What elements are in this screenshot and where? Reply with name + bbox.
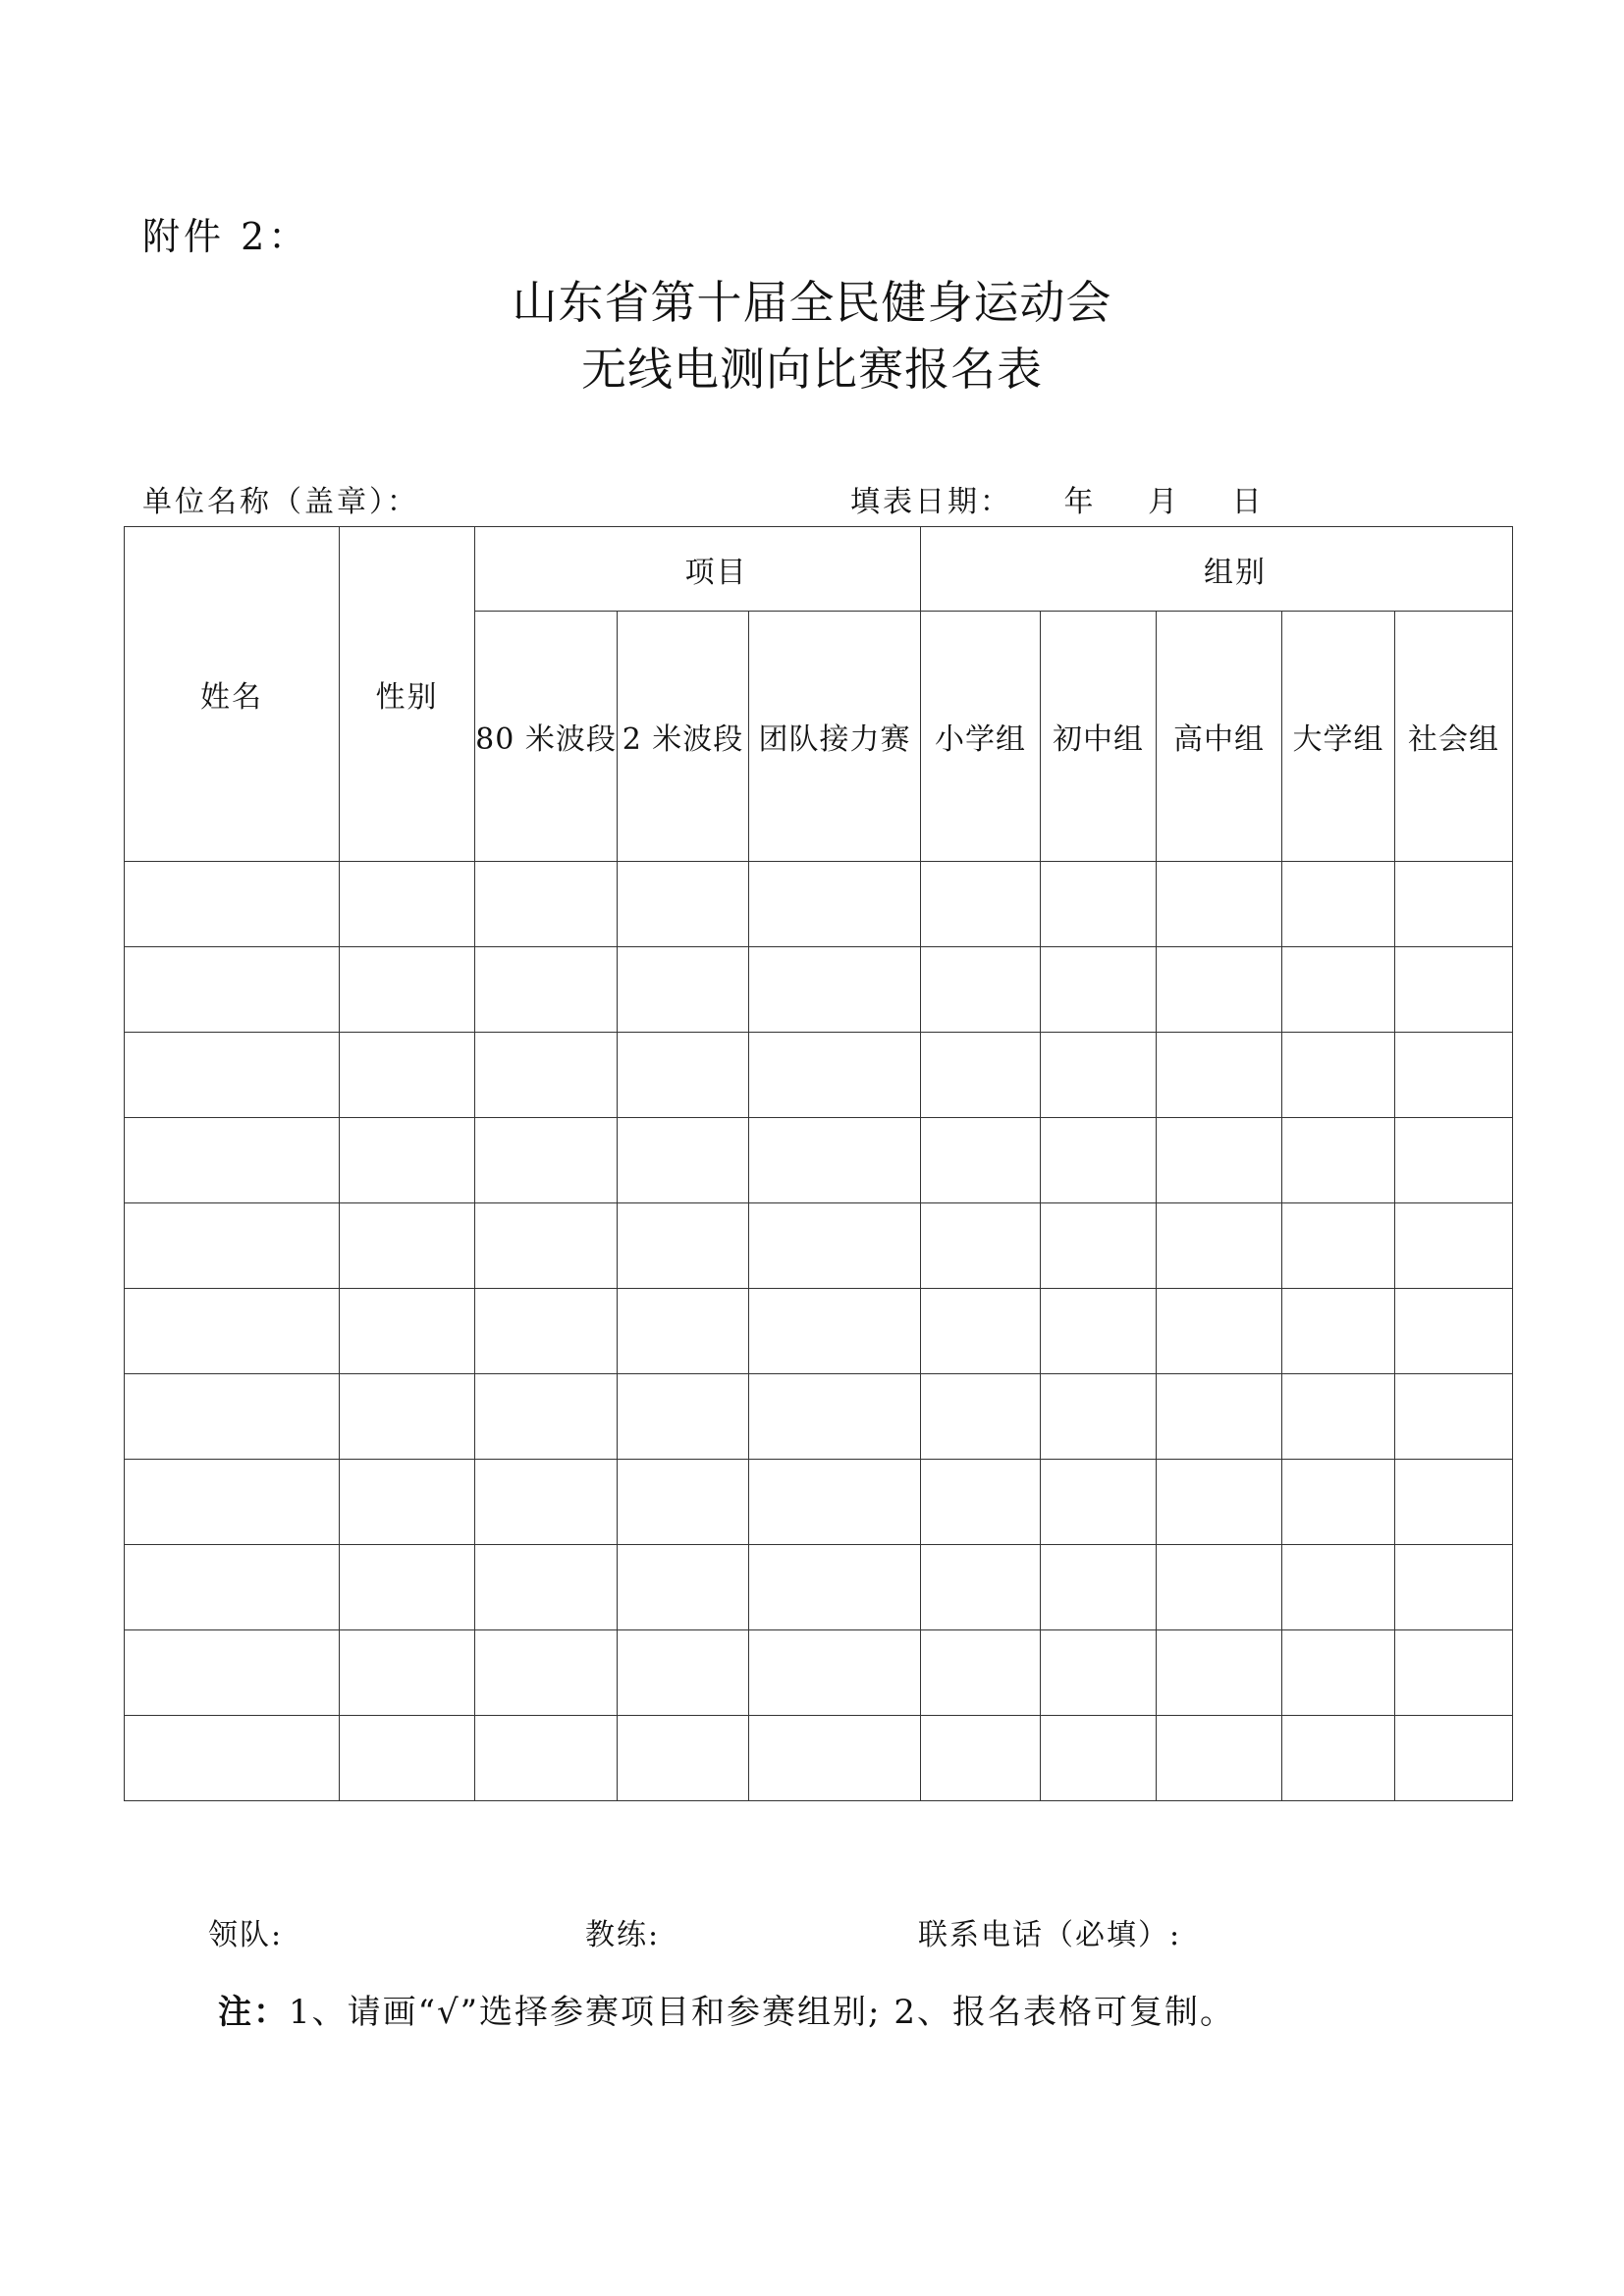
entry-cell[interactable] <box>475 1545 618 1630</box>
table-row <box>125 1203 1513 1289</box>
entry-cell[interactable] <box>618 1203 749 1289</box>
table-row <box>125 1033 1513 1118</box>
entry-cell[interactable] <box>1395 1033 1513 1118</box>
entry-cell[interactable] <box>618 1374 749 1460</box>
entry-cell[interactable] <box>1157 1203 1282 1289</box>
header-division-primary: 小学组 <box>921 612 1041 862</box>
entry-cell[interactable] <box>1157 1716 1282 1801</box>
entry-cell[interactable] <box>618 1460 749 1545</box>
header-event-relay: 团队接力赛 <box>749 612 921 862</box>
entry-cell[interactable] <box>125 1118 340 1203</box>
entry-cell[interactable] <box>921 1716 1041 1801</box>
coach-label: 教练: <box>585 1918 661 1952</box>
entry-cell[interactable] <box>1282 1203 1395 1289</box>
entry-cell[interactable] <box>340 1374 475 1460</box>
entry-cell[interactable] <box>340 947 475 1033</box>
header-gender: 性别 <box>340 527 475 862</box>
table-row <box>125 1716 1513 1801</box>
entry-cell[interactable] <box>618 862 749 947</box>
entry-cell[interactable] <box>1157 1374 1282 1460</box>
header-event-2m: 2 米波段 <box>618 612 749 862</box>
table-row <box>125 1630 1513 1716</box>
entry-cell[interactable] <box>1157 1630 1282 1716</box>
fill-date <box>850 477 1265 520</box>
entry-cell[interactable] <box>1041 1203 1157 1289</box>
table-row <box>125 1289 1513 1374</box>
entry-cell[interactable] <box>1395 1716 1513 1801</box>
entry-cell[interactable] <box>475 1716 618 1801</box>
entry-cell[interactable] <box>475 947 618 1033</box>
entry-cell[interactable] <box>1395 1460 1513 1545</box>
entry-cell[interactable] <box>340 1033 475 1118</box>
entry-cell[interactable] <box>1157 1118 1282 1203</box>
entry-cell[interactable] <box>618 947 749 1033</box>
entry-cell[interactable] <box>340 1118 475 1203</box>
entry-cell[interactable] <box>1041 862 1157 947</box>
entry-cell[interactable] <box>749 1203 921 1289</box>
fill-date-month: 月 <box>1148 485 1181 519</box>
entry-cell[interactable] <box>749 862 921 947</box>
entry-cell[interactable] <box>1041 1374 1157 1460</box>
entry-cell[interactable] <box>618 1630 749 1716</box>
entry-cell[interactable] <box>749 1289 921 1374</box>
table-row <box>125 1118 1513 1203</box>
entry-cell[interactable] <box>475 1033 618 1118</box>
entry-cell[interactable] <box>1282 1374 1395 1460</box>
entry-cell[interactable] <box>749 1460 921 1545</box>
entry-cell[interactable] <box>340 1545 475 1630</box>
entry-cell[interactable] <box>1282 862 1395 947</box>
header-event-80m: 80 米波段 <box>475 612 618 862</box>
contact-phone-label: 联系电话（必填）: <box>918 1918 1182 1952</box>
entry-cell[interactable] <box>125 1630 340 1716</box>
entry-cell[interactable] <box>1395 1289 1513 1374</box>
entry-cell[interactable] <box>1041 1545 1157 1630</box>
note-text: 1、请画“√”选择参赛项目和参赛组别; 2、报名表格可复制。 <box>289 1993 1235 2032</box>
entry-cell[interactable] <box>749 1630 921 1716</box>
team-leader-label: 领队: <box>208 1918 284 1952</box>
entry-cell[interactable] <box>1157 1545 1282 1630</box>
header-name: 姓名 <box>125 527 340 862</box>
entry-cell[interactable] <box>1395 1545 1513 1630</box>
entry-cell[interactable] <box>749 947 921 1033</box>
entry-cell[interactable] <box>1395 862 1513 947</box>
entry-cell[interactable] <box>921 1203 1041 1289</box>
entry-cell[interactable] <box>749 1374 921 1460</box>
entry-cell[interactable] <box>125 1374 340 1460</box>
entry-cell[interactable] <box>125 1460 340 1545</box>
entry-cell[interactable] <box>921 1118 1041 1203</box>
header-division-senior: 高中组 <box>1157 612 1282 862</box>
entry-cell[interactable] <box>1041 1630 1157 1716</box>
entry-cell[interactable] <box>125 1716 340 1801</box>
entry-cell[interactable] <box>125 1033 340 1118</box>
entry-cell[interactable] <box>1395 1630 1513 1716</box>
table-row <box>125 1545 1513 1630</box>
entry-cell[interactable] <box>1282 1033 1395 1118</box>
entry-cell[interactable] <box>921 1033 1041 1118</box>
entry-cell[interactable] <box>618 1289 749 1374</box>
entry-cell[interactable] <box>749 1545 921 1630</box>
entry-cell[interactable] <box>475 1374 618 1460</box>
fill-date-day: 日 <box>1231 485 1265 519</box>
entry-cell[interactable] <box>1282 1716 1395 1801</box>
header-division-public: 社会组 <box>1395 612 1513 862</box>
entry-cell[interactable] <box>1395 1203 1513 1289</box>
entry-cell[interactable] <box>618 1118 749 1203</box>
registration-table <box>124 526 1513 1801</box>
entry-cell[interactable] <box>125 1203 340 1289</box>
entry-cell[interactable] <box>1157 1289 1282 1374</box>
entry-cell[interactable] <box>1041 1118 1157 1203</box>
entry-cell[interactable] <box>1282 1630 1395 1716</box>
entry-cell[interactable] <box>340 1716 475 1801</box>
entry-cell[interactable] <box>340 1203 475 1289</box>
form-title: 山东省第十届全民健身运动会 <box>512 276 1112 329</box>
entry-cell[interactable] <box>1395 1374 1513 1460</box>
entry-cell[interactable] <box>1282 1289 1395 1374</box>
table-row <box>125 947 1513 1033</box>
entry-cell[interactable] <box>1157 947 1282 1033</box>
entry-cell[interactable] <box>618 1545 749 1630</box>
entry-cell[interactable] <box>749 1716 921 1801</box>
entry-cell[interactable] <box>921 1289 1041 1374</box>
fill-date-label: 填表日期： <box>850 485 1012 519</box>
entry-cell[interactable] <box>921 1630 1041 1716</box>
entry-cell[interactable] <box>1282 1118 1395 1203</box>
entry-cell[interactable] <box>475 1460 618 1545</box>
entry-cell[interactable] <box>1157 862 1282 947</box>
entry-cell[interactable] <box>921 947 1041 1033</box>
entry-cell[interactable] <box>1041 1460 1157 1545</box>
entry-cell[interactable] <box>1041 1716 1157 1801</box>
table-row <box>125 862 1513 947</box>
entry-cell[interactable] <box>1041 1033 1157 1118</box>
entry-cell[interactable] <box>921 1545 1041 1630</box>
entry-cell[interactable] <box>340 1289 475 1374</box>
entry-cell[interactable] <box>1395 947 1513 1033</box>
header-events-group: 项目 <box>475 527 921 612</box>
attachment-label: 附件 2： <box>142 215 310 258</box>
entry-cell[interactable] <box>1282 1460 1395 1545</box>
entry-cell[interactable] <box>1041 1289 1157 1374</box>
entry-cell[interactable] <box>1041 947 1157 1033</box>
fill-date-year: 年 <box>1063 485 1097 519</box>
entry-cell[interactable] <box>749 1033 921 1118</box>
note-prefix: 注： <box>218 1993 289 2032</box>
entry-cell[interactable] <box>1157 1033 1282 1118</box>
entry-cell[interactable] <box>618 1716 749 1801</box>
header-division-college: 大学组 <box>1282 612 1395 862</box>
unit-name-label: 单位名称（盖章）： <box>142 485 419 519</box>
entry-cell[interactable] <box>921 1374 1041 1460</box>
header-divisions-group: 组别 <box>921 527 1513 612</box>
entry-cell[interactable] <box>125 862 340 947</box>
header-division-junior: 初中组 <box>1041 612 1157 862</box>
entry-cell[interactable] <box>475 862 618 947</box>
entry-cell[interactable] <box>475 1630 618 1716</box>
entry-cell[interactable] <box>1282 947 1395 1033</box>
table-row <box>125 1460 1513 1545</box>
entry-cell[interactable] <box>475 1203 618 1289</box>
entry-cell[interactable] <box>749 1118 921 1203</box>
entry-cell[interactable] <box>475 1118 618 1203</box>
entry-cell[interactable] <box>475 1289 618 1374</box>
entry-cell[interactable] <box>1282 1545 1395 1630</box>
table-row <box>125 1374 1513 1460</box>
entry-cell[interactable] <box>125 1545 340 1630</box>
entry-cell[interactable] <box>921 862 1041 947</box>
entry-cell[interactable] <box>125 1289 340 1374</box>
entry-cell[interactable] <box>1395 1118 1513 1203</box>
form-subtitle: 无线电测向比赛报名表 <box>581 343 1043 396</box>
entry-cell[interactable] <box>340 1630 475 1716</box>
entry-cell[interactable] <box>921 1460 1041 1545</box>
entry-cell[interactable] <box>340 862 475 947</box>
note <box>218 1985 1235 2033</box>
entry-cell[interactable] <box>125 947 340 1033</box>
entry-cell[interactable] <box>618 1033 749 1118</box>
entry-cell[interactable] <box>1157 1460 1282 1545</box>
entry-cell[interactable] <box>340 1460 475 1545</box>
